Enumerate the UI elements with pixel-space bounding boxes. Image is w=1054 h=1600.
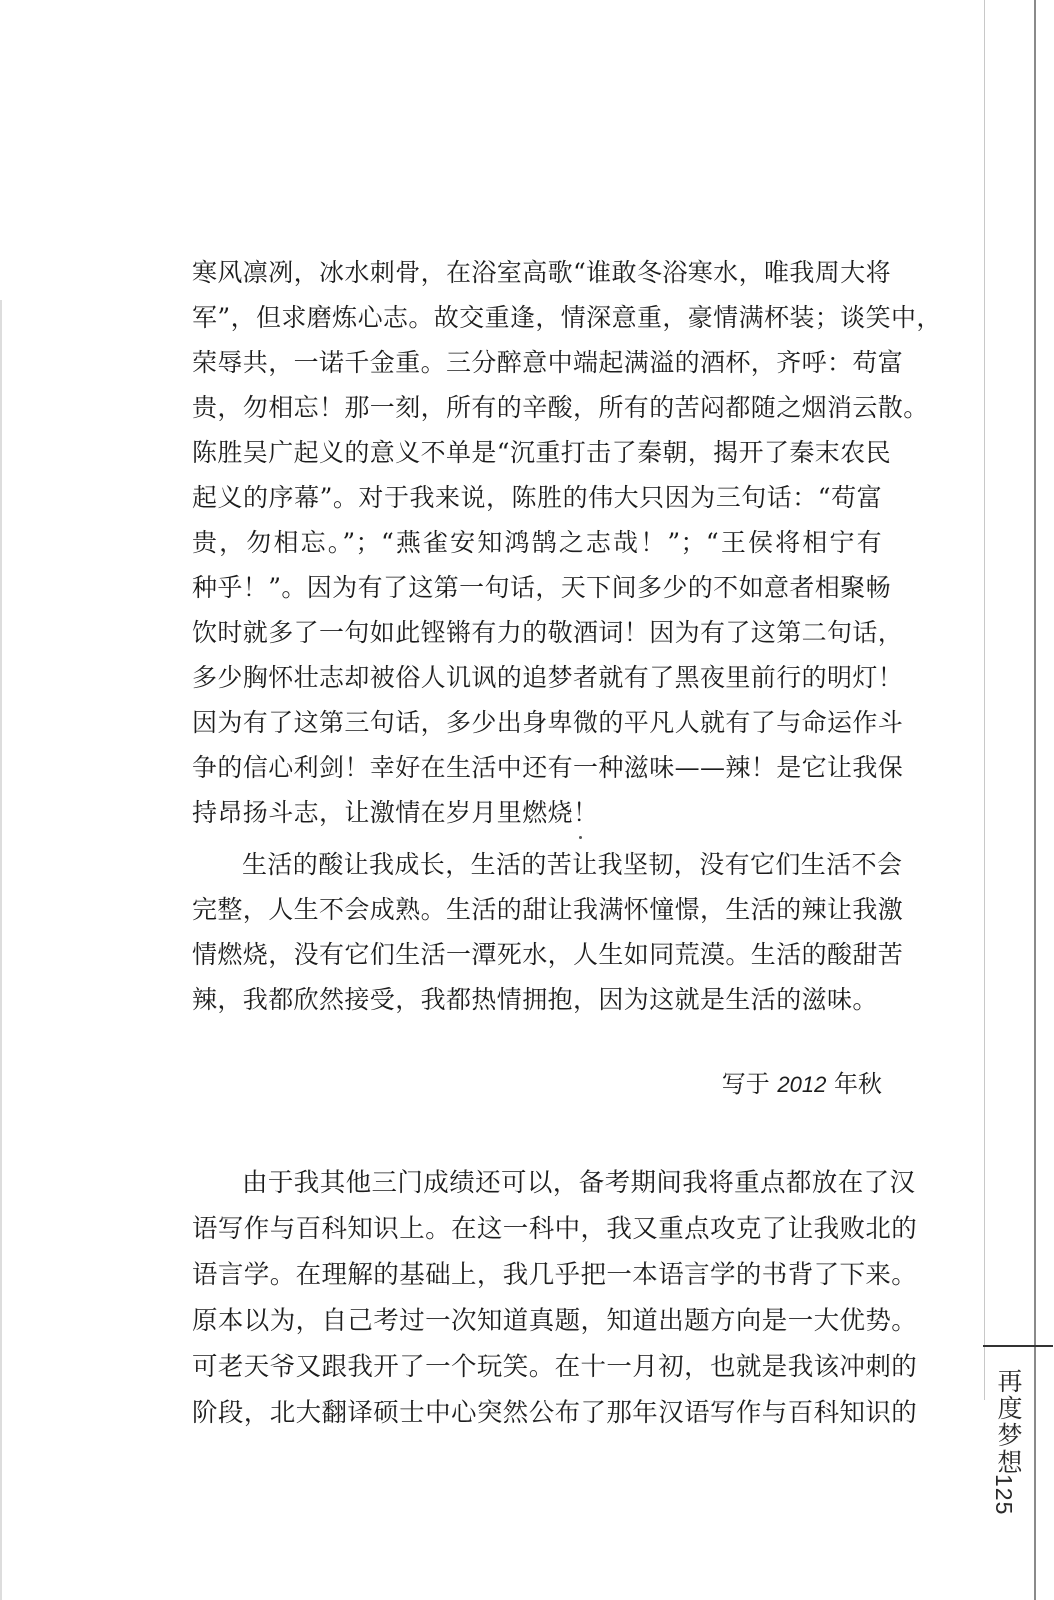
text-line: 情燃烧，没有它们生活一潭死水，人生如同荒漠。生活的酸甜苦 [192, 940, 904, 969]
text-line: 饮时就多了一句如此铿锵有力的敬酒词！因为有了这第二句话， [192, 618, 904, 647]
text-line: 多少胸怀壮志却被俗人讥讽的追梦者就有了黑夜里前行的明灯！ [192, 663, 904, 692]
text-line: 生活的酸让我成长，生活的苦让我坚韧，没有它们生活不会 [242, 850, 903, 879]
text-line: 可老天爷又跟我开了一个玩笑。在十一月初，也就是我该冲刺的 [192, 1352, 918, 1382]
page-edge-rule [1034, 0, 1036, 1600]
text-line: 贵，勿相忘。”；“燕雀安知鸿鹄之志哉！”；“王侯将相宁有 [192, 528, 882, 557]
running-title-rule [983, 1345, 1053, 1347]
text-line: 因为有了这第三句话，多少出身卑微的平凡人就有了与命运作斗 [192, 708, 904, 737]
text-line: 争的信心利剑！幸好在生活中还有一种滋味——辣！是它让我保 [192, 753, 904, 782]
dateline-prefix: 写于 [721, 1070, 778, 1098]
essay-dateline [600, 1064, 882, 1104]
text-line: 由于我其他三门成绩还可以，备考期间我将重点都放在了汉 [242, 1168, 916, 1198]
essay-paragraph-2 [192, 842, 904, 1022]
text-line: 阶段，北大翻译硕士中心突然公布了那年汉语写作与百科知识的 [192, 1398, 918, 1428]
text-line: 种乎！”。因为有了这第一句话，天下间多少的不如意者相聚畅 [192, 573, 891, 602]
text-line: 寒风凛冽，冰水刺骨，在浴室高歌“谁敢冬浴寒水，唯我周大将 [192, 258, 891, 287]
text-line: 语写作与百科知识上。在这一科中，我又重点攻克了让我败北的 [192, 1214, 918, 1244]
page-margin-rule [984, 0, 985, 1400]
text-line: 完整，人生不会成熟。生活的甜让我满怀憧憬，生活的辣让我激 [192, 895, 904, 924]
text-line: 原本以为，自己考过一次知道真题，知道出题方向是一大优势。 [192, 1306, 918, 1336]
narrative-paragraph [192, 1160, 918, 1436]
scan-edge-left [0, 300, 2, 1600]
text-line: 军”，但求磨炼心志。故交重逢，情深意重，豪情满杯装；谈笑中， [192, 303, 942, 332]
text-line: 语言学。在理解的基础上，我几乎把一本语言学的书背了下来。 [192, 1260, 918, 1290]
running-title: 再度梦想 [994, 1368, 1023, 1476]
text-line: 持昂扬斗志，让激情在岁月里燃烧！ [192, 798, 599, 827]
page-number: 125 [991, 1474, 1017, 1516]
text-line: 陈胜吴广起义的意义不单是“沉重打击了秦朝，揭开了秦末农民 [192, 438, 891, 467]
text-line: 贵，勿相忘！那一刻，所有的辛酸，所有的苦闷都随之烟消云散。 [192, 393, 929, 422]
text-line: 荣辱共，一诺千金重。三分醉意中端起满溢的酒杯，齐呼：苟富 [192, 348, 904, 377]
dateline-suffix: 年秋 [826, 1070, 882, 1098]
dateline-year: 2012 [777, 1072, 827, 1097]
print-speck [579, 836, 582, 839]
text-line: 辣，我都欣然接受，我都热情拥抱，因为这就是生活的滋味。 [192, 985, 878, 1014]
text-line: 起义的序幕”。对于我来说，陈胜的伟大只因为三句话：“苟富 [192, 483, 882, 512]
essay-paragraph-1 [192, 250, 942, 835]
